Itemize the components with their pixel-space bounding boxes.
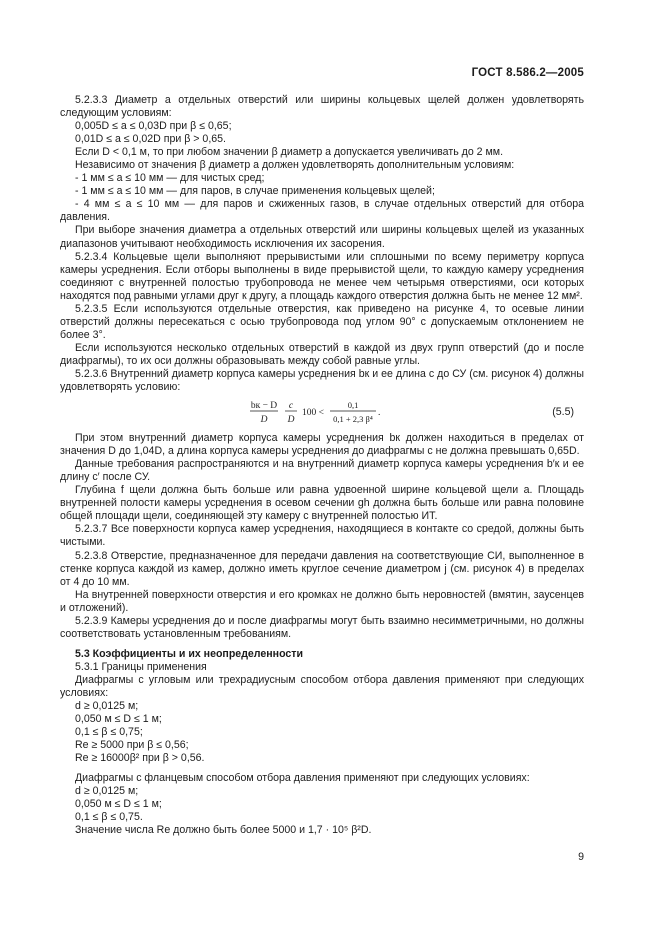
formula-rhs-denominator: 0,1 + 2,3 β⁴: [333, 414, 373, 425]
condition-line: Значение числа Re должно быть более 5000 и 1,7 · 10⁵ β²D.: [75, 824, 372, 837]
list-item: - 4 мм ≤ a ≤ 10 мм — для паров и сжиженных газов, в случае отдельных отверстий для отбора давления.: [60, 198, 584, 224]
clause-5-2-3-7: 5.2.3.7 Все поверхности корпуса камер усреднения, находящиеся в контакте со средой, должны быть чистыми.: [60, 523, 584, 549]
formula-5-5: [60, 397, 584, 429]
formula-lhs-denominator: D: [260, 415, 268, 426]
clause-5-2-3-3: 5.2.3.3 Диаметр a отдельных отверстий или ширины кольцевых щелей должен удовлетворять следующим условиям:: [60, 94, 584, 120]
condition-line: 0,01D ≤ a ≤ 0,02D при β > 0,65.: [75, 133, 226, 146]
page-number: 9: [578, 851, 584, 863]
paragraph: Если D < 0,1 м, то при любом значении β диаметр a допускается увеличивать до 2 мм.: [75, 146, 504, 159]
paragraph: Независимо от значения β диаметр a должен удовлетворять дополнительным условиям:: [75, 159, 515, 172]
paragraph: Данные требования распространяются и на внутренний диаметр корпуса камеры усреднения b′к и ее длину c′ после СУ.: [60, 458, 584, 484]
clause-5-2-3-9: 5.2.3.9 Камеры усреднения до и после диафрагмы могут быть взаимно несимметричными, но должны соответствовать установленным требованиям.: [60, 614, 584, 640]
list-item: - 1 мм ≤ a ≤ 10 мм — для паров, в случае применения кольцевых щелей;: [75, 185, 435, 198]
clause-5-2-3-8: 5.2.3.8 Отверстие, предназначенное для передачи давления на соответствующие СИ, выполненное в стенке корпуса каждой из камер, должно иметь круглое сечение диаметром j (см. рисунок 4) в пределах от 4 до 10 мм.: [60, 549, 584, 588]
formula-number: (5.5): [552, 406, 574, 419]
formula-graphic: [250, 397, 440, 429]
condition-line: Re ≥ 5000 при β ≤ 0,56;: [75, 739, 189, 752]
paragraph: Диафрагмы с угловым или трехрадиусным способом отбора давления применяют при следующих условиях:: [60, 673, 584, 699]
list-item: - 1 мм ≤ a ≤ 10 мм — для чистых сред;: [75, 172, 265, 185]
condition-line: d ≥ 0,0125 м;: [75, 785, 139, 798]
condition-line: 0,1 ≤ β ≤ 0,75.: [75, 811, 143, 824]
formula-rhs-numerator: 0,1: [347, 400, 359, 411]
clause-5-2-3-4: 5.2.3.4 Кольцевые щели выполняют прерывистыми или сплошными по всему периметру корпуса камеры усреднения. Если отборы выполнены в виде прерывистой щели, то каждую камеру усреднения соединяют с внутренней полостью трубопровода не менее чем четырьмя отверстиями, оси которых находятся под равными углами друг к другу, а площадь каждого отверстия должна быть не менее 12 мм².: [60, 250, 584, 302]
formula-lhs-numerator: bк − D: [250, 401, 278, 412]
condition-line: 0,050 м ≤ D ≤ 1 м;: [75, 713, 162, 726]
clause-5-3-1: 5.3.1 Границы применения: [75, 660, 207, 673]
condition-line: 0,050 м ≤ D ≤ 1 м;: [75, 798, 162, 811]
paragraph: Диафрагмы с фланцевым способом отбора давления применяют при следующих условиях:: [75, 772, 530, 785]
condition-line: 0,005D ≤ a ≤ 0,03D при β ≤ 0,65;: [75, 120, 232, 133]
condition-line: d ≥ 0,0125 м;: [75, 700, 139, 713]
clause-5-2-3-6: 5.2.3.6 Внутренний диаметр корпуса камеры усреднения bк и ее длина c до СУ (см. рисунок 4) должны удовлетворять условию:: [60, 367, 584, 394]
clause-5-2-3-5: 5.2.3.5 Если используются отдельные отверстия, как приведено на рисунке 4, то осевые линии отверстий должны пересекаться с осью трубопровода под углом 90° с допускаемым отклонением не более 3°.: [60, 302, 584, 341]
section-heading-5-3: 5.3 Коэффициенты и их неопределенности: [75, 647, 304, 660]
paragraph: На внутренней поверхности отверстия и его кромках не должно быть неровностей (вмятин, заусенцев и отложений).: [60, 588, 584, 614]
standard-header: ГОСТ 8.586.2—2005: [471, 67, 584, 79]
condition-line: 0,1 ≤ β ≤ 0,75;: [75, 726, 143, 739]
formula-c-denominator: D: [287, 415, 295, 426]
formula-mid: 100 <: [302, 408, 324, 419]
document-body: [60, 94, 584, 837]
paragraph: Глубина f щели должна быть больше или равна удвоенной ширине кольцевой щели a. Площадь внутренней полости камеры усреднения в осевом сечении gh должна быть больше или равна половине общей площади щели, соединяющей эту камеру с внутренней полостью ИТ.: [60, 484, 584, 523]
paragraph: Если используются несколько отдельных отверстий в каждой из двух групп отверстий (до и после диафрагмы), то их оси должны образовывать между собой равные углы.: [60, 341, 584, 367]
formula-c-numerator: c: [288, 401, 294, 412]
formula-period: .: [378, 408, 381, 419]
paragraph: При этом внутренний диаметр корпуса камеры усреднения bк должен находиться в пределах от значения D до 1,04D, а длина корпуса камеры усреднения до диафрагмы c не должна превышать 0,65D.: [60, 432, 584, 458]
condition-line: Re ≥ 16000β² при β > 0,56.: [75, 752, 205, 765]
paragraph: При выборе значения диаметра a отдельных отверстий или ширины кольцевых щелей из указанных диапазонов учитывают необходимость исключения их засорения.: [60, 224, 584, 250]
